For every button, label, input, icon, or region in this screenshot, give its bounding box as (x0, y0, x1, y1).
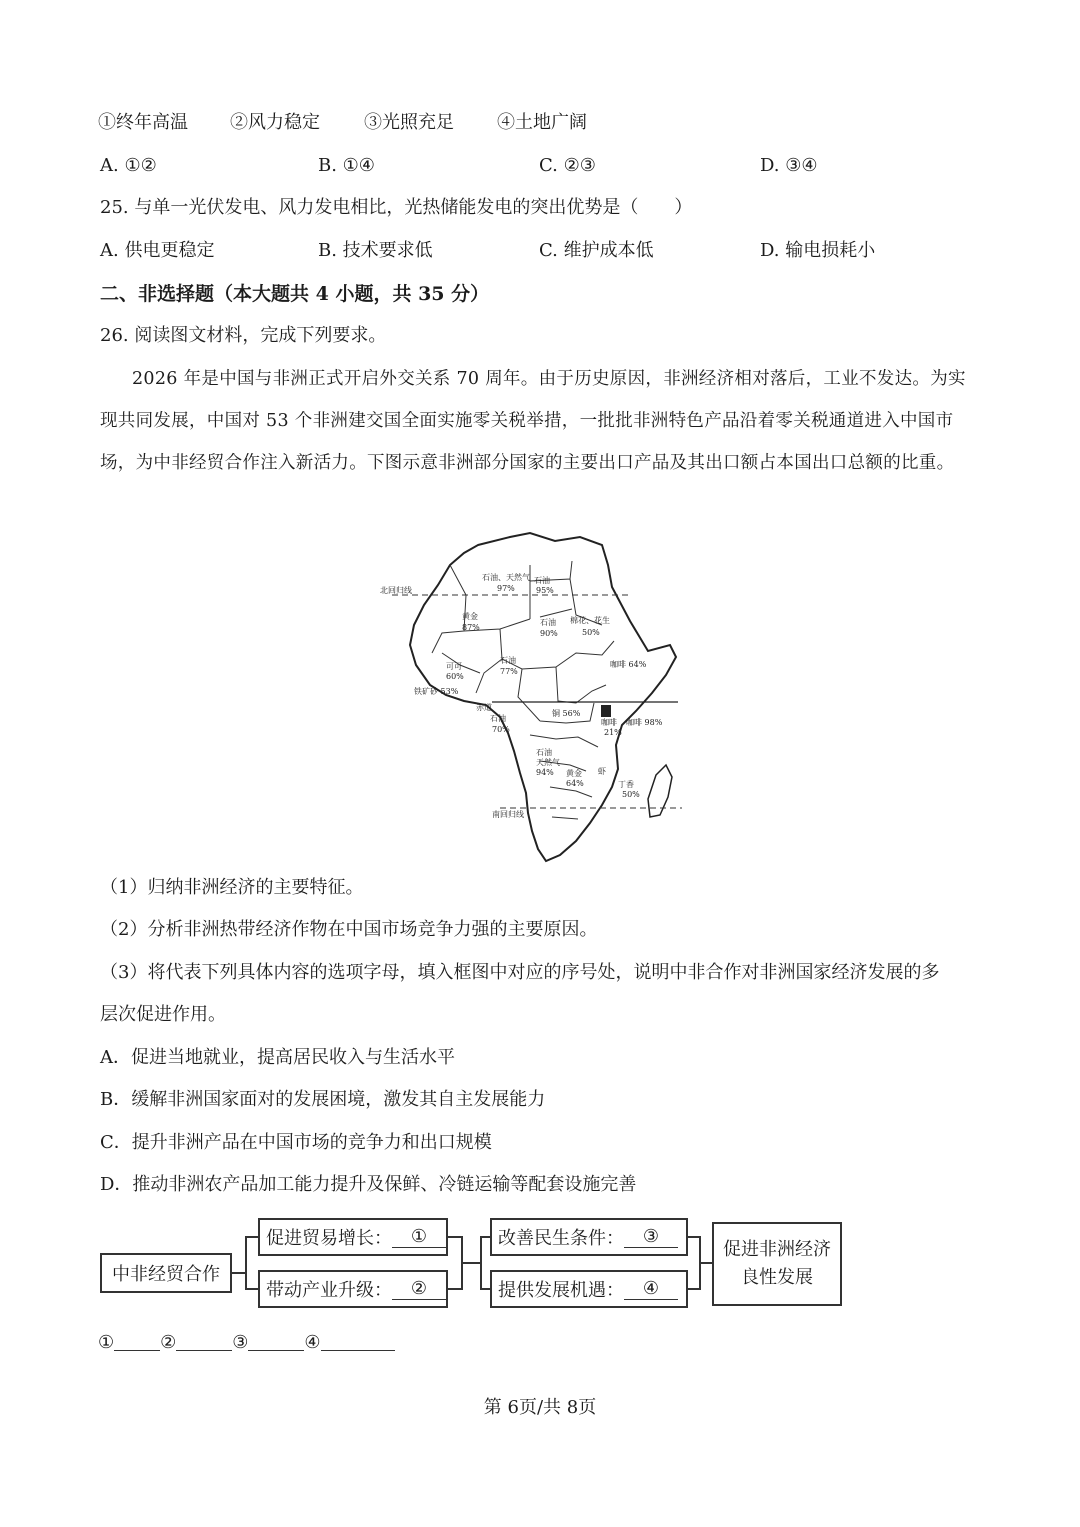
q24-item-2: ②风力稳定 (230, 112, 320, 133)
map-label-coffee-2: 咖啡 (601, 718, 617, 727)
map-label-gold: 黄金 (462, 612, 478, 621)
answer-blank-4[interactable] (321, 1332, 395, 1351)
map-label-oil-2: 石油 (540, 618, 556, 627)
map-label-gold-pct: 87% (462, 623, 480, 632)
flow-box-trade-label: 促进贸易增长： (266, 1228, 392, 1249)
map-label-cotton: 棉花、花生 (570, 616, 610, 625)
q26-choice-b: B．缓解非洲国家面对的发展困境，激发其自主发展能力 (100, 1089, 546, 1110)
q24-item-4: ④土地广阔 (497, 112, 587, 133)
flow-box-opportunity (490, 1270, 688, 1308)
map-label-oil-2-pct: 90% (540, 629, 558, 638)
flow-box-trade-blank: ① (392, 1226, 446, 1248)
answer-blank-2[interactable] (176, 1332, 232, 1351)
africa-map-svg (380, 525, 700, 865)
answer-blank-1[interactable] (114, 1332, 160, 1351)
q24-option-b: B. ①④ (318, 155, 375, 176)
q26-sub3-line2: 层次促进作用。 (100, 1004, 226, 1025)
q25-option-a: A. 供电更稳定 (100, 240, 215, 261)
flow-box-opportunity-label: 提供发展机遇： (498, 1280, 624, 1301)
map-label-oil-pct: 95% (536, 586, 554, 595)
flow-box-livelihood (490, 1218, 688, 1256)
map-label-gold-2: 黄金 (566, 769, 582, 778)
flow-box-livelihood-blank: ③ (624, 1226, 678, 1248)
answer-blanks (98, 1330, 395, 1356)
answer-mark-4: ④ (304, 1332, 321, 1353)
q25-option-c: C. 维护成本低 (539, 240, 654, 261)
flow-end-line2: 良性发展 (741, 1267, 813, 1288)
map-label-oil-gas-2: 石油 (536, 748, 552, 757)
map-label-clove-pct: 50% (622, 790, 640, 799)
map-label-coffee: 咖啡 64% (610, 660, 647, 669)
answer-blank-3[interactable] (248, 1332, 304, 1351)
flow-box-industry (258, 1270, 448, 1308)
section-heading: 二、非选择题（本大题共 4 小题，共 35 分） (100, 283, 490, 305)
answer-mark-2: ② (160, 1332, 177, 1353)
map-label-copper: 铜 56% (552, 709, 581, 718)
equator-label: 赤道 (476, 703, 492, 712)
q26-choice-d: D．推动非洲农产品加工能力提升及保鲜、冷链运输等配套设施完善 (100, 1174, 637, 1195)
map-label-oil-gas-pct: 97% (497, 584, 515, 593)
flow-box-opportunity-blank: ④ (624, 1278, 678, 1300)
flow-box-industry-label: 带动产业升级： (266, 1280, 392, 1301)
map-label-oil-3-pct: 77% (500, 667, 518, 676)
map-label-clove: 丁香 (618, 780, 634, 789)
answer-mark-3: ③ (232, 1332, 249, 1353)
q26-stem: 26. 阅读图文材料，完成下列要求。 (100, 325, 387, 346)
map-label-shrimp: 虾 (598, 767, 606, 776)
flow-box-livelihood-label: 改善民生条件： (498, 1228, 624, 1249)
africa-export-map (380, 525, 700, 865)
map-label-coffee-3: 咖啡 98% (626, 718, 663, 727)
map-label-cocoa: 可可 (446, 662, 462, 671)
q24-option-a: A. ①② (100, 155, 157, 176)
q24-item-3: ③光照充足 (364, 112, 454, 133)
q24-item-1: ①终年高温 (98, 112, 188, 133)
q26-choice-a: A．促进当地就业，提高居民收入与生活水平 (100, 1047, 455, 1068)
map-label-oil-4: 石油 (490, 714, 506, 723)
q24-option-d: D. ③④ (760, 155, 818, 176)
flow-end-line1: 促进非洲经济 (723, 1239, 831, 1260)
map-label-cocoa-pct: 60% (446, 672, 464, 681)
q26-choice-c: C．提升非洲产品在中国市场的竞争力和出口规模 (100, 1132, 492, 1153)
q26-sub1: （1）归纳非洲经济的主要特征。 (100, 877, 364, 898)
tropic-cancer-label: 北回归线 (380, 586, 412, 595)
q26-material: 2026 年是中国与非洲正式开启外交关系 70 周年。由于历史原因，非洲经济相对落后，工业不发达。为实现共同发展，中国对 53 个非洲建交国全面实施零关税举措，一批批非洲特色产品沿着零关税通道进入中国市场，为中非经贸合作注入新活力。下图示意非洲部分国家的主要出口产品及其出口额占本国出口总额的比重。 (100, 369, 966, 473)
flow-start-box: 中非经贸合作 (100, 1253, 232, 1293)
map-label-oil-3: 石油 (500, 656, 516, 665)
map-label-coffee-2-pct: 21% (604, 728, 622, 737)
q26-sub3-line1: （3）将代表下列具体内容的选项字母，填入框图中对应的序号处，说明中非合作对非洲国家经济发展的多 (100, 962, 940, 983)
map-label-oil: 石油 (534, 576, 550, 585)
map-label-oil-gas-2b: 天然气 (536, 758, 560, 767)
flow-box-industry-blank: ② (392, 1278, 446, 1300)
q24-option-c: C. ②③ (539, 155, 596, 176)
flow-box-trade (258, 1218, 448, 1256)
answer-mark-1: ① (98, 1332, 115, 1353)
q25-option-b: B. 技术要求低 (318, 240, 433, 261)
tropic-capricorn-label: 南回归线 (492, 810, 524, 819)
flow-end-box (712, 1222, 842, 1306)
map-label-gold-2-pct: 64% (566, 779, 584, 788)
lake-victoria-icon (601, 705, 611, 717)
map-label-cotton-pct: 50% (582, 628, 600, 637)
q26-sub2: （2）分析非洲热带经济作物在中国市场竞争力强的主要原因。 (100, 919, 598, 940)
q25-stem: 25. 与单一光伏发电、风力发电相比，光热储能发电的突出优势是（ ） (100, 197, 693, 218)
map-label-oil-gas-2-pct: 94% (536, 768, 554, 777)
map-label-oil-4-pct: 70% (492, 725, 510, 734)
q25-option-d: D. 输电损耗小 (760, 240, 876, 261)
map-label-iron-ore: 铁矿砂 53% (414, 687, 459, 696)
page-footer: 第 6页/共 8页 (483, 1397, 597, 1418)
map-label-oil-gas: 石油、天然气 (482, 573, 530, 582)
